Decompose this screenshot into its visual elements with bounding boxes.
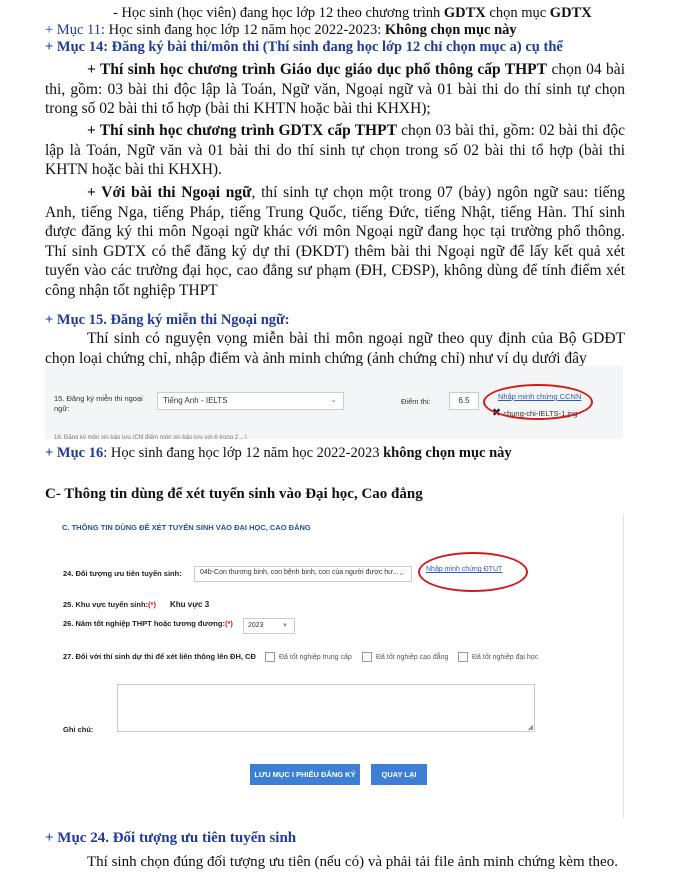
label-text: 26. Năm tốt nghiệp THPT hoặc tương đương: bbox=[63, 619, 225, 628]
field-label-mien-thi: 15. Đăng ký miễn thi ngoại ngữ: bbox=[54, 394, 143, 413]
para-bold: + Thí sinh học chương trình Giáo dục giáo dục phổ thông cấp THPT bbox=[87, 61, 547, 78]
select-value: 2023 bbox=[248, 622, 264, 629]
paragraph-gdtx bbox=[45, 121, 625, 180]
red-highlight-oval bbox=[483, 384, 593, 420]
form-screenshot-ngoai-ngu bbox=[45, 366, 623, 439]
upload-dtut-link[interactable]: Nhập minh chứng ĐTUT bbox=[426, 566, 503, 573]
upload-ccnn-link[interactable]: Nhập minh chứng CCNN bbox=[498, 392, 582, 401]
cut-off-line: 16. Đăng ký môn xin bảo lưu (Chỉ điểm môn xin bảo lưu với 6 trong 2 ...) bbox=[54, 435, 247, 439]
red-highlight-oval bbox=[418, 552, 528, 592]
para-text: chọn 03 bài thi, gồm: 02 bài thi độc lập là Toán, Ngữ văn và 01 bài thi do thí sinh tự chọn trong số 02 bài thi tổ hợp (bài thi KHTN hoặc bài thi KHXH). bbox=[45, 122, 625, 178]
muc16-bold: không chọn mục này bbox=[383, 445, 512, 461]
muc11-bold: Không chọn mục này bbox=[384, 22, 517, 38]
field-label-25 bbox=[63, 600, 156, 609]
checkbox-box[interactable] bbox=[265, 652, 275, 662]
muc16-line bbox=[45, 445, 512, 462]
checkbox-box[interactable] bbox=[362, 652, 372, 662]
select-value: 04b-Con thương binh, con bệnh binh, con của người được hư... bbox=[200, 569, 399, 576]
chevron-down-icon: ⌄ bbox=[398, 568, 405, 577]
form-screenshot-xet-tuyen bbox=[57, 514, 625, 818]
required-mark: (*) bbox=[148, 600, 156, 609]
line-text: chọn mục bbox=[485, 5, 550, 21]
muc15-text: Thí sinh có nguyện vọng miễn bài thi môn ngoại ngữ theo quy định của Bộ GDĐT chọn loại chứng chỉ, nhập điểm và ảnh minh chứng (ảnh chứng chỉ) như ví dụ dưới đây bbox=[45, 330, 625, 367]
paragraph-thpt bbox=[45, 60, 625, 119]
score-input[interactable]: 6.5 bbox=[449, 392, 479, 410]
para-bold: + Với bài thi Ngoại ngữ bbox=[87, 184, 252, 201]
text-line-gdtx bbox=[113, 5, 592, 22]
muc16-text: : Học sinh đang học lớp 12 năm học 2022-2023 bbox=[103, 445, 384, 461]
score-label: Điểm thi: bbox=[401, 397, 431, 406]
checkbox-trung-cap[interactable] bbox=[265, 652, 352, 662]
checkbox-dai-hoc[interactable] bbox=[458, 652, 538, 662]
label-text: 25. Khu vực tuyển sinh: bbox=[63, 600, 149, 609]
muc16-label: + Mục 16 bbox=[45, 445, 104, 461]
note-textarea[interactable] bbox=[117, 684, 535, 732]
para-text: , thí sinh tự chọn một trong 07 (bảy) ngôn ngữ sau: tiếng Anh, tiếng Nga, tiếng Pháp, tiếng Trung Quốc, tiếng Đức, tiếng Nhật, tiếng Hàn. Thí sinh được đăng ký thi môn Ngoại ngữ khác với môn Ngoại ngữ đang học tại trường phổ thông. Thí sinh GDTX có thể đăng ký dự thi (ĐKDT) thêm bài thi Ngoại ngữ để lấy kết quả xét tuyển vào các trường đại học, cao đẳng sư phạm (ĐH, CĐSP), không dùng để tính điểm xét công nhận tốt nghiệp THPT bbox=[45, 184, 626, 299]
priority-select[interactable] bbox=[194, 566, 412, 582]
resize-handle-icon[interactable]: ◢ bbox=[527, 724, 533, 731]
field-label-26 bbox=[63, 619, 233, 628]
chevron-down-icon: ⌄ bbox=[330, 395, 337, 404]
muc11-line bbox=[45, 22, 517, 39]
back-button[interactable]: QUAY LẠI bbox=[371, 764, 427, 785]
field-label-27: 27. Đối với thí sinh dự thi để xét liên thông lên ĐH, CĐ bbox=[63, 652, 256, 661]
line-text: - Học sinh (học viên) đang học lớp 12 theo chương trình bbox=[113, 5, 444, 21]
muc15-heading: + Mục 15. Đăng ký miễn thi Ngoại ngữ: bbox=[45, 312, 290, 328]
save-form-button[interactable]: LƯU MỤC I PHIẾU ĐĂNG KÝ bbox=[250, 764, 360, 785]
field-label-24: 24. Đối tượng ưu tiên tuyển sinh: bbox=[63, 569, 182, 578]
required-mark: (*) bbox=[224, 619, 233, 628]
language-select[interactable] bbox=[157, 392, 344, 410]
file-name: chung-chi-IELTS-1.jpg bbox=[503, 409, 578, 418]
note-label: Ghi chú: bbox=[63, 725, 94, 734]
caret-down-icon: ▼ bbox=[282, 623, 288, 629]
bold-gdtx: GDTX bbox=[549, 5, 592, 21]
form-section-title: C. THÔNG TIN DÙNG ĐỂ XÉT TUYỂN SINH VÀO ĐẠI HỌC, CAO ĐẲNG bbox=[62, 523, 311, 532]
checkbox-label: Đã tốt nghiệp cao đẳng bbox=[376, 653, 449, 661]
para-bold: + Thí sinh học chương trình GDTX cấp THPT bbox=[87, 122, 397, 139]
para-text: chọn 04 bài thi, gồm: 03 bài thi độc lập là Toán, Ngữ văn, Ngoại ngữ và 01 bài thi do thí sinh tự chọn trong số 02 bài thi tổ hợp (bài thi KHTN hoặc bài thi KHXH); bbox=[45, 61, 625, 117]
divider bbox=[623, 514, 624, 818]
region-value: Khu vực 3 bbox=[170, 600, 210, 609]
muc11-text: Học sinh đang học lớp 12 năm học 2022-2023: bbox=[108, 22, 385, 38]
checkbox-label: Đã tốt nghiệp đại học bbox=[472, 653, 539, 661]
muc14-heading: + Mục 14: Đăng ký bài thi/môn thi (Thí sinh đang học lớp 12 chỉ chọn mục a) cụ thể bbox=[45, 39, 563, 55]
close-icon[interactable]: ✖ bbox=[492, 407, 502, 419]
bold-gdtx: GDTX bbox=[443, 5, 486, 21]
checkbox-label: Đã tốt nghiệp trung cấp bbox=[279, 653, 352, 661]
muc24-text: Thí sinh chọn đúng đối tượng ưu tiên (nếu có) và phải tải file ảnh minh chứng kèm theo. bbox=[87, 854, 618, 870]
checkbox-cao-dang[interactable] bbox=[362, 652, 448, 662]
checkbox-box[interactable] bbox=[458, 652, 468, 662]
muc24-heading: + Mục 24. Đối tượng ưu tiên tuyển sinh bbox=[45, 830, 297, 846]
muc11-label: + Mục 11: bbox=[45, 22, 109, 38]
paragraph-ngoai-ngu bbox=[45, 183, 625, 300]
section-c-heading: C- Thông tin dùng để xét tuyển sinh vào Đại học, Cao đẳng bbox=[45, 486, 423, 502]
graduation-year-select[interactable] bbox=[243, 618, 295, 634]
select-value: Tiếng Anh - IELTS bbox=[163, 396, 228, 405]
